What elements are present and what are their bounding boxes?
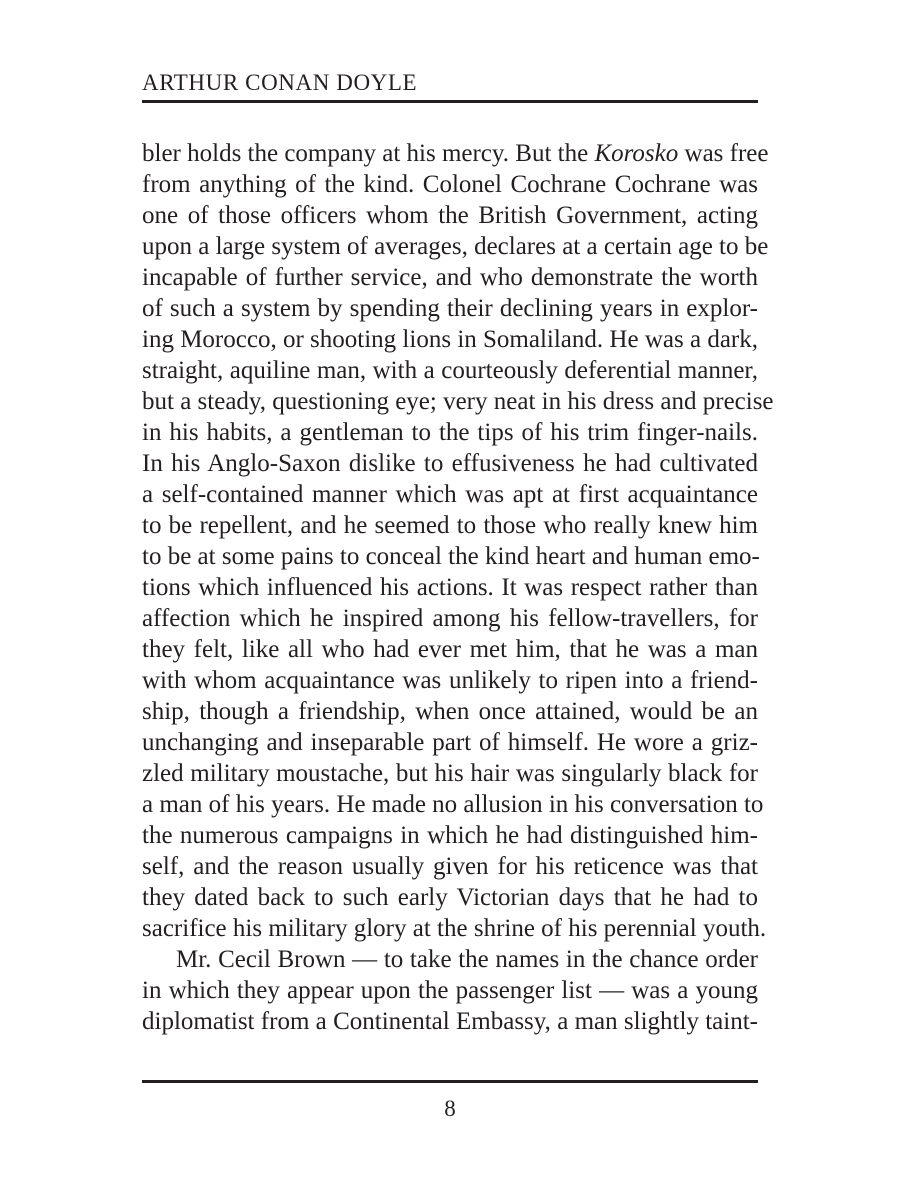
text-line: the numerous campaigns in which he had distinguished him- <box>142 822 758 849</box>
text-line: affection which he inspired among his fellow-travellers, for <box>142 605 758 632</box>
header-rule <box>142 100 758 103</box>
text-line: with whom acquaintance was unlikely to ripen into a friend- <box>142 667 758 694</box>
text-line: ing Morocco, or shooting lions in Somaliland. He was a dark, <box>142 326 758 353</box>
text-line: to be repellent, and he seemed to those who really knew him <box>142 512 758 539</box>
text-line: zled military moustache, but his hair was singularly black for <box>142 760 758 787</box>
body-text <box>142 138 774 1037</box>
text-line-paragraph-start: Mr. Cecil Brown — to take the names in the chance order <box>176 946 758 973</box>
text-line: diplomatist from a Continental Embassy, a man slightly taint- <box>142 1008 758 1035</box>
footer-rule <box>142 1080 758 1083</box>
text-line: in his habits, a gentleman to the tips of his trim finger-nails. <box>142 419 758 446</box>
text-line: incapable of further service, and who demonstrate the worth <box>142 264 758 291</box>
text-line: of such a system by spending their declining years in explor- <box>142 295 758 322</box>
text-line: bler holds the company at his mercy. But the Korosko was free <box>142 140 769 167</box>
text-line: they dated back to such early Victorian days that he had to <box>142 884 758 911</box>
text-line: to be at some pains to conceal the kind heart and human emo- <box>142 543 760 570</box>
text-line: unchanging and inseparable part of himself. He wore a griz- <box>142 729 758 756</box>
text-line: but a steady, questioning eye; very neat in his dress and precise <box>142 388 774 415</box>
text-line: one of those officers whom the British Government, acting <box>142 202 758 229</box>
text-line: self, and the reason usually given for his reticence was that <box>142 853 758 880</box>
page-number: 8 <box>444 1096 456 1121</box>
text-line: tions which influenced his actions. It was respect rather than <box>142 574 758 601</box>
ship-name: Korosko <box>594 140 679 167</box>
text-line-paragraph-end: sacrifice his military glory at the shrine of his perennial youth. <box>142 915 767 942</box>
text-line: ship, though a friendship, when once attained, would be an <box>142 698 758 725</box>
text-line: in which they appear upon the passenger list — was a young <box>142 977 758 1004</box>
text-line: a self-contained manner which was apt at first acquaintance <box>142 481 758 508</box>
text-line: upon a large system of averages, declares at a certain age to be <box>142 233 769 260</box>
text-line: they felt, like all who had ever met him, that he was a man <box>142 636 758 663</box>
running-head: ARTHUR CONAN DOYLE <box>142 70 418 95</box>
text-line: a man of his years. He made no allusion in his conversation to <box>142 791 764 818</box>
text-line: In his Anglo-Saxon dislike to effusiveness he had cultivated <box>142 450 758 477</box>
text-line: straight, aquiline man, with a courteously deferential manner, <box>142 357 758 384</box>
text-line: from anything of the kind. Colonel Cochrane Cochrane was <box>142 171 758 198</box>
